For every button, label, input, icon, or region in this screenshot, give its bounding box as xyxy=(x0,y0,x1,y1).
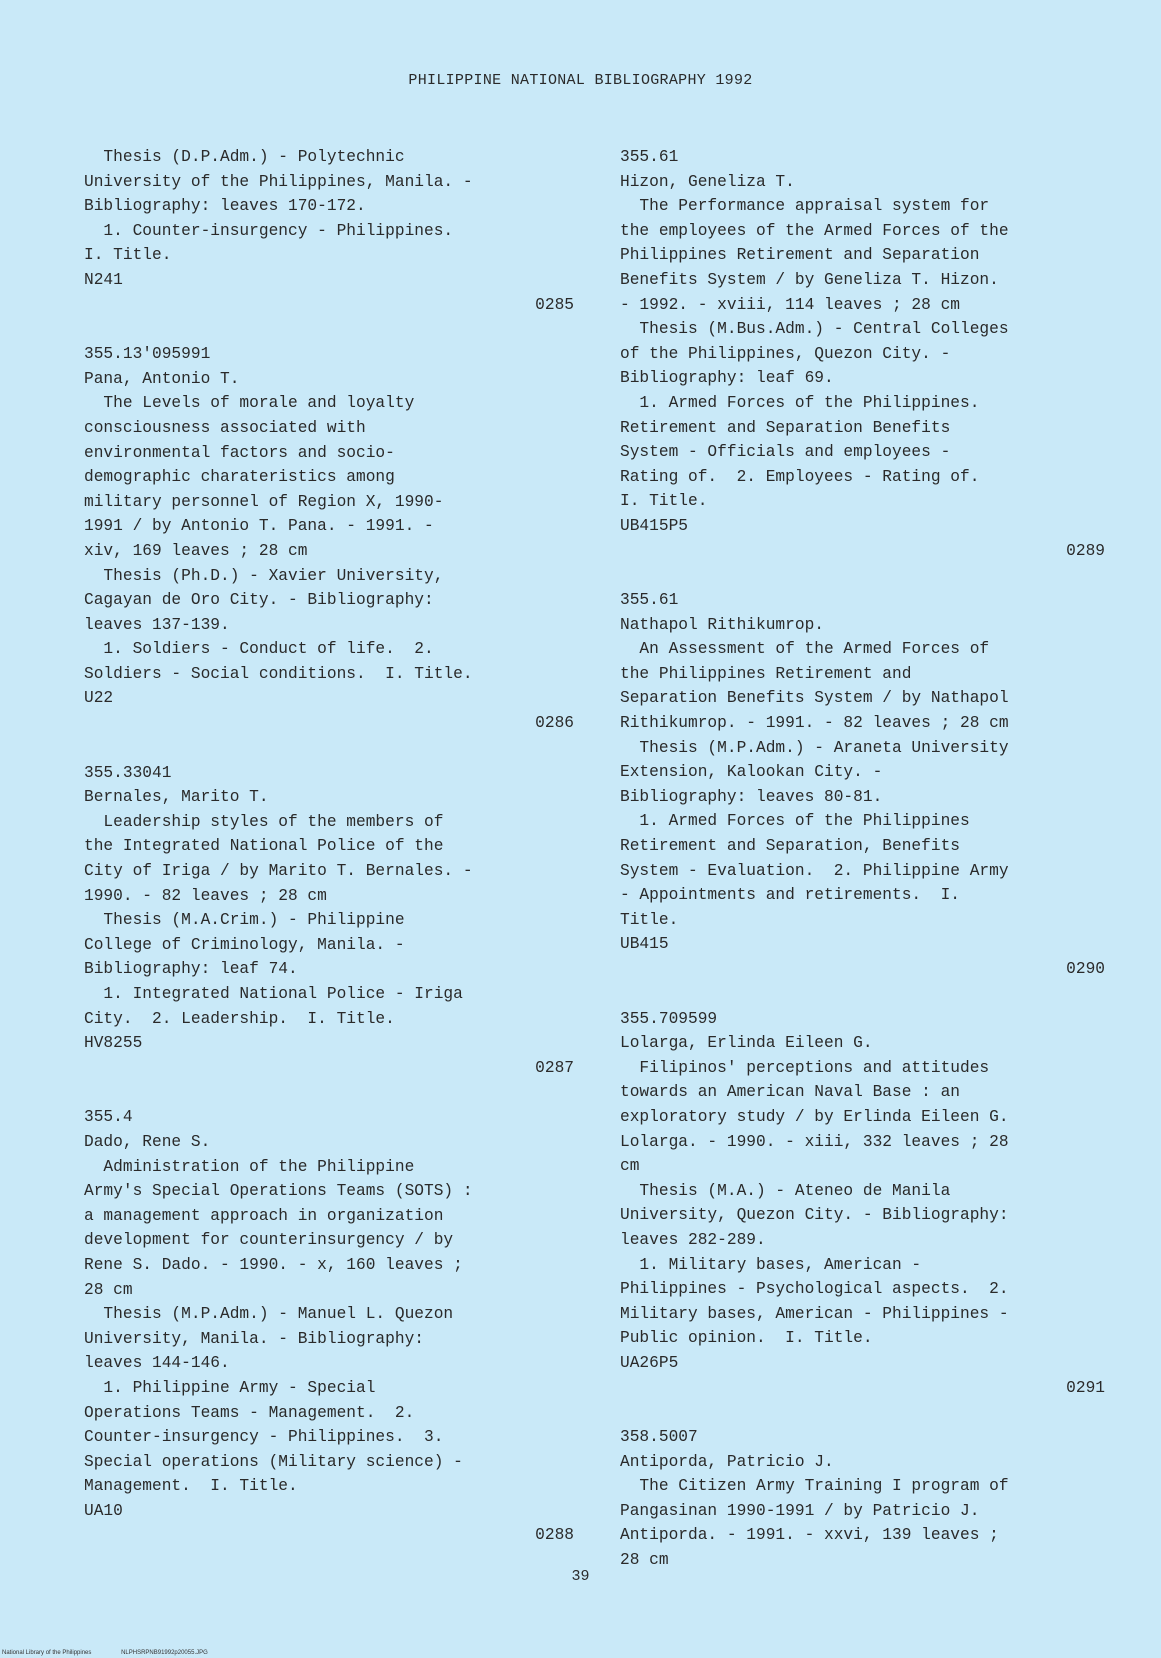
entry-line: Pana, Antonio T. xyxy=(84,369,240,388)
entry-line: environmental factors and socio- xyxy=(84,443,395,462)
entry-line: Thesis (M.A.) - Ateneo de Manila xyxy=(620,1181,951,1200)
entry-line: U22 xyxy=(84,689,114,708)
entry-line: 1. Counter-insurgency - Philippines. xyxy=(84,221,454,240)
entry-line: Bernales, Marito T. xyxy=(84,788,269,807)
entry-gap xyxy=(620,1400,1105,1425)
entry-line: City. 2. Leadership. I. Title. xyxy=(84,1009,395,1028)
entry-line: xiv, 169 leaves ; 28 cm xyxy=(84,541,308,560)
entry-line: College of Criminology, Manila. - xyxy=(84,935,405,954)
bibliography-entry xyxy=(620,1007,1105,1401)
entry-line: 1. Integrated National Police - Iriga xyxy=(84,985,463,1003)
entry-line: development for counterinsurgency / by xyxy=(84,1231,454,1250)
entry-line: 1. Philippine Army - Special xyxy=(84,1378,376,1397)
entry-line: Military bases, American - Philippines - xyxy=(620,1304,1009,1323)
record-number: 0285 xyxy=(535,295,574,314)
entry-line: Nathapol Rithikumrop. xyxy=(620,615,824,634)
entry-line: Bibliography: leaves 80-81. xyxy=(620,787,883,806)
entry-gap xyxy=(84,736,574,761)
entry-line: Special operations (Military science) - xyxy=(84,1452,463,1471)
entry-line: Army's Special Operations Teams (SOTS) : xyxy=(84,1182,473,1201)
entry-line: 1. Military bases, American - xyxy=(620,1255,922,1274)
bibliography-entry xyxy=(84,761,574,1081)
entry-line: UB415P5 xyxy=(620,516,688,535)
entry-line: of the Philippines, Quezon City. - xyxy=(620,344,951,363)
entry-line: I. Title. xyxy=(84,246,172,265)
entry-line: Benefits System / by Geneliza T. Hizon. xyxy=(620,270,999,289)
entry-line: 355.4 xyxy=(84,1108,133,1127)
left-column xyxy=(84,145,574,1548)
entry-line: Thesis (M.P.Adm.) - Araneta University xyxy=(620,738,1009,757)
entry-line: a management approach in organization xyxy=(84,1206,444,1225)
entry-line: the Philippines Retirement and xyxy=(620,664,912,683)
footer-library: National Library of the Philippines xyxy=(2,1650,92,1656)
entry-line: leaves 282-289. xyxy=(620,1230,766,1249)
entry-line: Management. I. Title. xyxy=(84,1477,298,1496)
entry-line: The Levels of morale and loyalty xyxy=(84,394,415,413)
entry-line: leaves 137-139. xyxy=(84,615,230,634)
entry-line: 358.5007 xyxy=(620,1428,698,1447)
record-number: 0286 xyxy=(535,714,574,733)
entry-line: University, Quezon City. - Bibliography: xyxy=(620,1206,1009,1225)
entry-line: The Performance appraisal system for xyxy=(620,197,990,216)
entry-line: Thesis (Ph.D.) - Xavier University, xyxy=(84,566,444,585)
entry-line: Pangasinan 1990-1991 / by Patricio J. xyxy=(620,1501,980,1520)
entry-line: exploratory study / by Erlinda Eileen G. xyxy=(620,1107,1009,1126)
entry-line: University of the Philippines, Manila. - xyxy=(84,172,473,191)
entry-line: Retirement and Separation Benefits xyxy=(620,418,951,437)
entry-line: City of Iriga / by Marito T. Bernales. - xyxy=(84,862,473,881)
entry-line: 1. Soldiers - Conduct of life. 2. xyxy=(84,640,434,659)
entry-line: Bibliography: leaf 69. xyxy=(620,369,834,388)
entry-line: Counter-insurgency - Philippines. 3. xyxy=(84,1428,444,1447)
entry-line: UA10 xyxy=(84,1501,123,1520)
scan-footer xyxy=(2,1650,236,1656)
entry-line: 355.61 xyxy=(620,591,679,610)
entry-line: Filipinos' perceptions and attitudes xyxy=(620,1058,990,1077)
entry-line: Bibliography: leaves 170-172. xyxy=(84,197,366,216)
page-number: 39 xyxy=(571,1568,590,1585)
entry-line: Retirement and Separation, Benefits xyxy=(620,837,960,856)
record-number: 0289 xyxy=(1066,541,1105,560)
entry-line: demographic charateristics among xyxy=(84,468,395,487)
entry-line: consciousness associated with xyxy=(84,418,366,437)
entry-line: Thesis (M.P.Adm.) - Manuel L. Quezon xyxy=(84,1305,454,1324)
entry-line: N241 xyxy=(84,270,123,289)
entry-line: Rithikumrop. - 1991. - 82 leaves ; 28 cm xyxy=(620,714,1009,733)
entry-line: 1. Armed Forces of the Philippines xyxy=(620,812,970,831)
entry-line: Antiporda, Patricio J. xyxy=(620,1452,834,1471)
entry-line: 355.61 xyxy=(620,148,679,166)
footer-file: NLPHSRPNB91992p20055.JPG xyxy=(121,1650,208,1656)
entry-line: Administration of the Philippine xyxy=(84,1157,415,1176)
entry-line: Thesis (D.P.Adm.) - Polytechnic xyxy=(84,148,405,166)
entry-line: An Assessment of the Armed Forces of xyxy=(620,640,990,659)
entry-line: Separation Benefits System / by Nathapol xyxy=(620,689,1009,708)
entry-line: Rating of. 2. Employees - Rating of. xyxy=(620,467,980,486)
entry-line: Dado, Rene S. xyxy=(84,1132,211,1151)
record-number: 0288 xyxy=(535,1526,574,1545)
entry-line: System - Evaluation. 2. Philippine Army xyxy=(620,861,1009,880)
entry-line: UB415 xyxy=(620,935,669,954)
bibliography-entry xyxy=(620,1425,1105,1573)
entry-line: leaves 144-146. xyxy=(84,1354,230,1373)
entry-line: UA26P5 xyxy=(620,1353,679,1372)
right-column xyxy=(620,145,1105,1573)
entry-line: System - Officials and employees - xyxy=(620,443,951,462)
entry-line: 355.33041 xyxy=(84,763,172,782)
entry-line: - Appointments and retirements. I. xyxy=(620,886,960,905)
record-number: 0291 xyxy=(1066,1378,1105,1397)
entry-line: Operations Teams - Management. 2. xyxy=(84,1403,415,1422)
entry-line: the Integrated National Police of the xyxy=(84,837,444,856)
entry-line: - 1992. - xviii, 114 leaves ; 28 cm xyxy=(620,295,960,314)
entry-line: 355.709599 xyxy=(620,1009,718,1028)
entry-line: Title. xyxy=(620,910,679,929)
bibliography-entry xyxy=(84,145,574,317)
bibliography-entry xyxy=(84,342,574,736)
entry-gap xyxy=(84,1080,574,1105)
entry-line: 28 cm xyxy=(620,1551,669,1570)
entry-line: Thesis (M.Bus.Adm.) - Central Colleges xyxy=(620,320,1009,339)
entry-line: 1. Armed Forces of the Philippines. xyxy=(620,393,980,412)
entry-line: Rene S. Dado. - 1990. - x, 160 leaves ; xyxy=(84,1255,463,1274)
entry-line: Leadership styles of the members of xyxy=(84,812,444,831)
entry-line: Extension, Kalookan City. - xyxy=(620,763,883,782)
entry-line: Thesis (M.A.Crim.) - Philippine xyxy=(84,911,405,930)
entry-line: towards an American Naval Base : an xyxy=(620,1083,960,1102)
bibliography-entry xyxy=(84,1105,574,1548)
record-number: 0290 xyxy=(1066,960,1105,978)
entry-line: The Citizen Army Training I program of xyxy=(620,1477,1009,1496)
entry-line: Soldiers - Social conditions. I. Title. xyxy=(84,664,473,683)
entry-line: 1991 / by Antonio T. Pana. - 1991. - xyxy=(84,517,434,536)
record-number: 0287 xyxy=(535,1058,574,1077)
entry-line: University, Manila. - Bibliography: xyxy=(84,1329,424,1348)
page-header: PHILIPPINE NATIONAL BIBLIOGRAPHY 1992 xyxy=(408,72,753,89)
entry-line: Public opinion. I. Title. xyxy=(620,1329,873,1348)
entry-gap xyxy=(84,317,574,342)
entry-line: Antiporda. - 1991. - xxvi, 139 leaves ; xyxy=(620,1526,999,1545)
entry-line: 355.13'095991 xyxy=(84,345,211,364)
entry-line: Philippines - Psychological aspects. 2. xyxy=(620,1280,1009,1299)
entry-line: 1990. - 82 leaves ; 28 cm xyxy=(84,886,327,905)
bibliography-entry xyxy=(620,588,1105,982)
entry-line: Lolarga, Erlinda Eileen G. xyxy=(620,1034,873,1053)
entry-line: military personnel of Region X, 1990- xyxy=(84,492,444,511)
entry-line: HV8255 xyxy=(84,1034,143,1053)
entry-line: Bibliography: leaf 74. xyxy=(84,960,298,979)
entry-gap xyxy=(620,982,1105,1007)
entry-line: Lolarga. - 1990. - xiii, 332 leaves ; 28 xyxy=(620,1132,1009,1151)
entry-line: Philippines Retirement and Separation xyxy=(620,246,980,265)
entry-line: Hizon, Geneliza T. xyxy=(620,172,795,191)
entry-gap xyxy=(620,563,1105,588)
entry-line: I. Title. xyxy=(620,492,708,511)
entry-line: Cagayan de Oro City. - Bibliography: xyxy=(84,591,434,610)
entry-line: 28 cm xyxy=(84,1280,133,1299)
entry-line: cm xyxy=(620,1157,640,1176)
bibliography-entry xyxy=(620,145,1105,563)
entry-line: the employees of the Armed Forces of the xyxy=(620,221,1009,240)
